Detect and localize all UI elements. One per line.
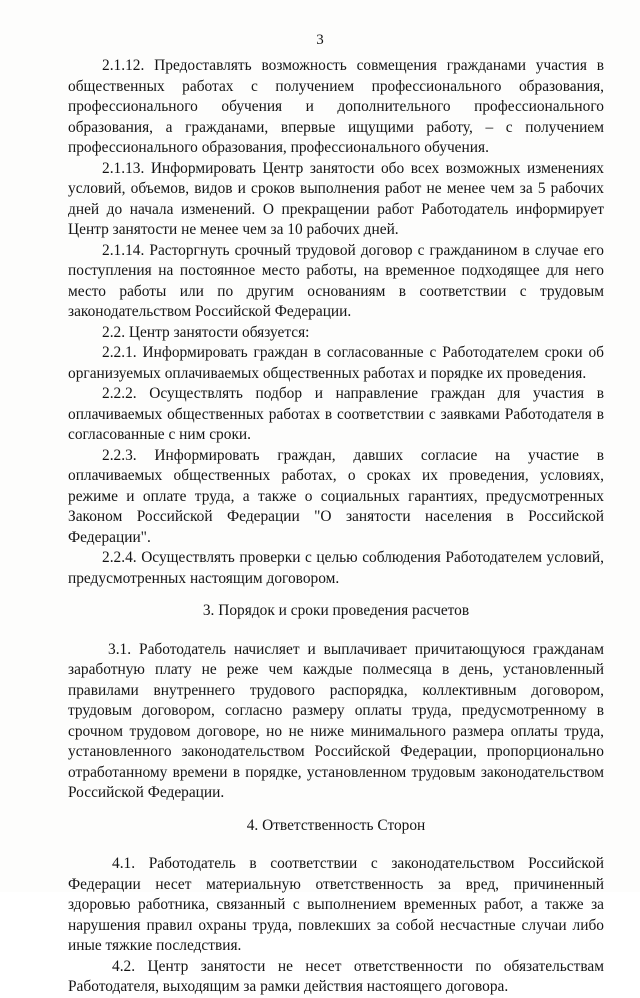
page-number: 3 [316, 32, 324, 48]
spacer [68, 804, 604, 816]
clause-2-1-14: 2.1.14. Расторгнуть срочный трудовой договор с гражданином в случае его поступления на постоянное место работы, на временное подходящее для него место работы или по другим основаниям в соответствии с трудовым законодательством Российской Федерации. [68, 241, 604, 320]
clause-2-1-13: 2.1.13. Информировать Центр занятости обо всех возможных изменениях условий, объемов, видов и сроков выполнения работ не менее чем за 5 рабочих дней до начала изменений. О прекращении работ Работодатель информирует Центр занятости не менее чем за 10 рабочих дней. [68, 159, 604, 238]
spacer [68, 836, 604, 854]
clause-3-1: 3.1. Работодатель начисляет и выплачивает причитающуюся гражданам заработную плату не реже чем каждые полмесяца в день, установленный правилами внутреннего трудового распорядка, коллективным договором, трудовым договором, согласно размеру оплаты труда, предусмотренному в срочном трудовом договоре, но не ниже минимального размера оплаты труда, установленного законодательством Российской Федерации, пропорционально отработанному времени в порядке, установленном трудовым законодательством Российской Федерации. [68, 640, 604, 801]
spacer [68, 589, 604, 601]
clause-2-2-4: 2.2.4. Осуществлять проверки с целью соблюдения Работодателем условий, предусмотренных настоящим договором. [68, 549, 604, 587]
clause-2-2-1: 2.2.1. Информировать граждан в согласованные с Работодателем сроки об организуемых оплачиваемых общественных работах и порядке их проведения. [68, 344, 604, 382]
section-3-heading: 3. Порядок и сроки проведения расчетов [202, 602, 470, 619]
section-4-heading: 4. Ответственность Сторон [246, 816, 426, 834]
clause-2-1-12: 2.1.12. Предоставлять возможность совмещения гражданами участия в общественных работах с получением профессионального образования, профессионального обучения и дополнительного профессионального образования, а гражданами, впервые ищущими работу, – с получением профессионального образования, профессионального обучения. [68, 57, 604, 156]
clause-4-1: 4.1. Работодатель в соответствии с законодательством Российской Федерации несет материальную ответственность за вред, причиненный здоровью работника, связанный с выполнением временных работ, а также за нарушения правил охраны труда, повлекших за собой несчастные случаи либо иные тяжкие последствия. [68, 855, 604, 954]
document-body [68, 56, 604, 998]
spacer [68, 622, 604, 640]
clause-2-2-3: 2.2.3. Информировать граждан, давших согласие на участие в оплачиваемых общественных работах, о сроках их проведения, условиях, режиме и оплате труда, а также о социальных гарантиях, предусмотренных Законом Российской Федерации "О занятости населения в Российской Федерации". [68, 446, 604, 546]
clause-2-2: 2.2. Центр занятости обязуется: [102, 323, 310, 341]
clause-4-2: 4.2. Центр занятости не несет ответственности по обязательствам Работодателя, выходящим за рамки действия настоящего договора. [68, 957, 604, 995]
clause-2-2-2: 2.2.2. Осуществлять подбор и направление граждан для участия в оплачиваемых общественных работах в соответствии с заявками Работодателя в согласованные с ним сроки. [68, 385, 604, 443]
